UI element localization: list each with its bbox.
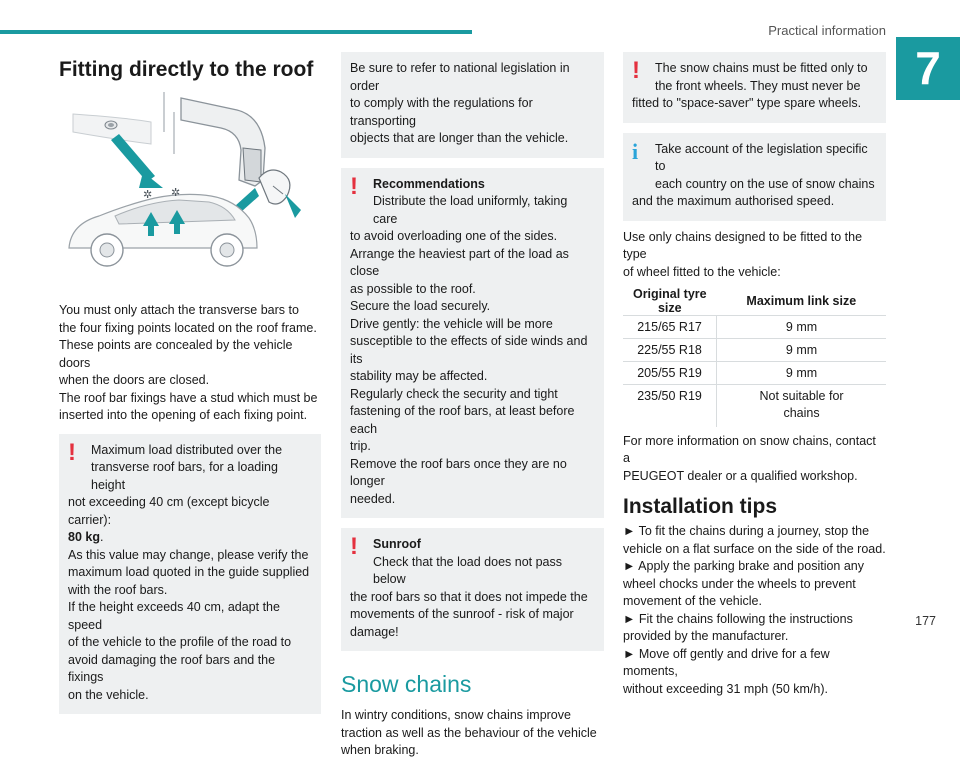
tip-line: without exceeding 31 mph (50 km/h). [623, 681, 828, 696]
warning-exclamation-icon: ! [68, 438, 76, 466]
tyre-size-cell: 205/55 R19 [623, 362, 717, 385]
section-title: Practical information [768, 23, 886, 38]
tyre-size-cell: 215/65 R17 [623, 316, 717, 339]
recommendation-line: Secure the load securely. [350, 299, 491, 313]
warning-exclamation-icon: ! [632, 57, 640, 84]
installation-tips-heading: Installation tips [623, 495, 778, 518]
info-line: and the maximum authorised speed. [632, 194, 835, 208]
note-line: to comply with the regulations for transporting [350, 96, 533, 128]
front-wheels-warning [623, 52, 886, 123]
svg-text:✲: ✲ [171, 186, 181, 199]
warning-line: If the height exceeds 40 cm, adapt the speed [68, 600, 280, 632]
table-header-row [623, 287, 886, 316]
warning-line: As this value may change, please verify the [68, 547, 309, 562]
recommendation-line: as possible to the roof. [350, 281, 476, 296]
table-row [623, 362, 886, 385]
legislation-info [623, 133, 886, 221]
warning-line: on the vehicle. [68, 687, 149, 702]
page-number: 177 [915, 614, 936, 628]
column-1 [59, 52, 321, 714]
legislation-note [341, 52, 604, 158]
roof-intro-line: when the doors are closed. [59, 373, 210, 387]
header-accent-bar [0, 30, 472, 34]
column-3 [623, 52, 886, 698]
recommendation-line: Arrange the heaviest part of the load as close [350, 246, 569, 278]
tyre-size-cell: 235/50 R19 [623, 385, 717, 427]
chapter-number: 7 [896, 37, 960, 100]
tip-line: ► Fit the chains following the instructions [623, 611, 853, 626]
recommendation-line: Distribute the load uniformly, taking care [373, 194, 568, 226]
recommendation-line: Drive gently: the vehicle will be more [350, 316, 553, 331]
snow-chains-heading: Snow chains [341, 671, 472, 697]
column-2 [341, 52, 604, 760]
max-load-warning [59, 434, 321, 715]
tip-line: provided by the manufacturer. [623, 629, 789, 643]
roof-fitting-heading: Fitting directly to the roof [59, 58, 314, 81]
recommendation-line: to avoid overloading one of the sides. [350, 229, 558, 243]
more-info-line: For more information on snow chains, contact a [623, 433, 876, 465]
info-icon: i [632, 138, 639, 164]
table-row [623, 385, 886, 427]
roof-intro-line: the four fixing points located on the roof frame. [59, 320, 317, 335]
recommendation-line: needed. [350, 491, 396, 506]
tip-line: ► To fit the chains during a journey, stop the [623, 524, 870, 538]
warning-line: not exceeding 40 cm (except bicycle carrier): [68, 495, 270, 527]
more-info-line: PEUGEOT dealer or a qualified workshop. [623, 468, 858, 483]
note-line: Be sure to refer to national legislation in order [350, 61, 570, 93]
recommendation-line: Regularly check the security and tight [350, 386, 558, 401]
roof-bar-diagram [59, 92, 321, 272]
header-tyre-size: Original tyre size [632, 287, 707, 315]
tyre-size-cell: 225/55 R18 [623, 339, 717, 362]
table-row [623, 339, 886, 362]
roof-intro-line: inserted into the opening of each fixing point. [59, 408, 308, 422]
header-link-size: Maximum link size [746, 294, 857, 308]
use-only-line: Use only chains designed to be fitted to the type [623, 229, 863, 261]
sunroof-warning [341, 528, 604, 651]
recommendation-line: stability may be affected. [350, 369, 488, 383]
warning-line: The snow chains must be fitted only to [655, 61, 868, 75]
link-size-cell: 9 mm [717, 339, 886, 362]
tip-line: vehicle on a flat surface on the side of the road. [623, 541, 886, 556]
warning-line: 80 kg. [68, 530, 104, 544]
note-line: objects that are longer than the vehicle. [350, 131, 569, 145]
warning-exclamation-icon: ! [350, 172, 358, 200]
warning-line: transverse roof bars, for a loading height [91, 460, 278, 492]
roof-intro-line: The roof bar fixings have a stud which must be [59, 390, 318, 405]
sunroof-line: Check that the load does not pass below [373, 554, 563, 586]
warning-line: fitted to "space-saver" type spare wheels. [632, 96, 862, 110]
max-load-value: 80 kg [68, 530, 100, 544]
link-size-cell: 9 mm [717, 362, 886, 385]
tip-line: movement of the vehicle. [623, 594, 762, 608]
sunroof-line: damage! [350, 624, 399, 639]
snow-intro-line: In wintry conditions, snow chains improve [341, 708, 571, 722]
link-size-cell: 9 mm [717, 316, 886, 339]
warning-line: avoid damaging the roof bars and the fixings [68, 652, 276, 684]
sunroof-title: Sunroof [373, 537, 421, 551]
recommendation-line: trip. [350, 439, 371, 453]
warning-line: with the roof bars. [68, 582, 168, 597]
recommendations-title: Recommendations [373, 176, 485, 191]
warning-line: the front wheels. They must never be [655, 78, 861, 93]
link-size-cell: Not suitable for chains [717, 385, 886, 427]
snow-intro-line: when braking. [341, 743, 419, 757]
use-only-line: of wheel fitted to the vehicle: [623, 264, 781, 279]
warning-line: maximum load quoted in the guide supplied [68, 565, 310, 579]
roof-intro-line: These points are concealed by the vehicle doors [59, 338, 293, 370]
recommendation-line: susceptible to the effects of side winds and its [350, 334, 588, 366]
svg-text:✲: ✲ [143, 188, 153, 201]
table-row [623, 316, 886, 339]
recommendations-box [341, 168, 604, 519]
tip-line: ► Apply the parking brake and position any [623, 559, 864, 573]
tip-line: ► Move off gently and drive for a few moments, [623, 646, 830, 678]
roof-intro-line: You must only attach the transverse bars to [59, 303, 299, 317]
warning-line: of the vehicle to the profile of the road to [68, 635, 292, 649]
warning-line: Maximum load distributed over the [91, 442, 283, 457]
info-line: each country on the use of snow chains [655, 176, 875, 191]
recommendation-line: Remove the roof bars once they are no longer [350, 456, 567, 488]
snow-intro-line: traction as well as the behaviour of the vehicle [341, 725, 597, 740]
sunroof-line: movements of the sunroof - risk of major [350, 607, 574, 621]
tyre-chain-table [623, 287, 886, 427]
recommendation-line: fastening of the roof bars, at least before each [350, 404, 575, 436]
info-line: Take account of the legislation specific to [655, 141, 868, 173]
tip-line: wheel chocks under the wheels to prevent [623, 576, 856, 591]
sunroof-line: the roof bars so that it does not impede the [350, 589, 588, 604]
warning-exclamation-icon: ! [350, 533, 358, 560]
